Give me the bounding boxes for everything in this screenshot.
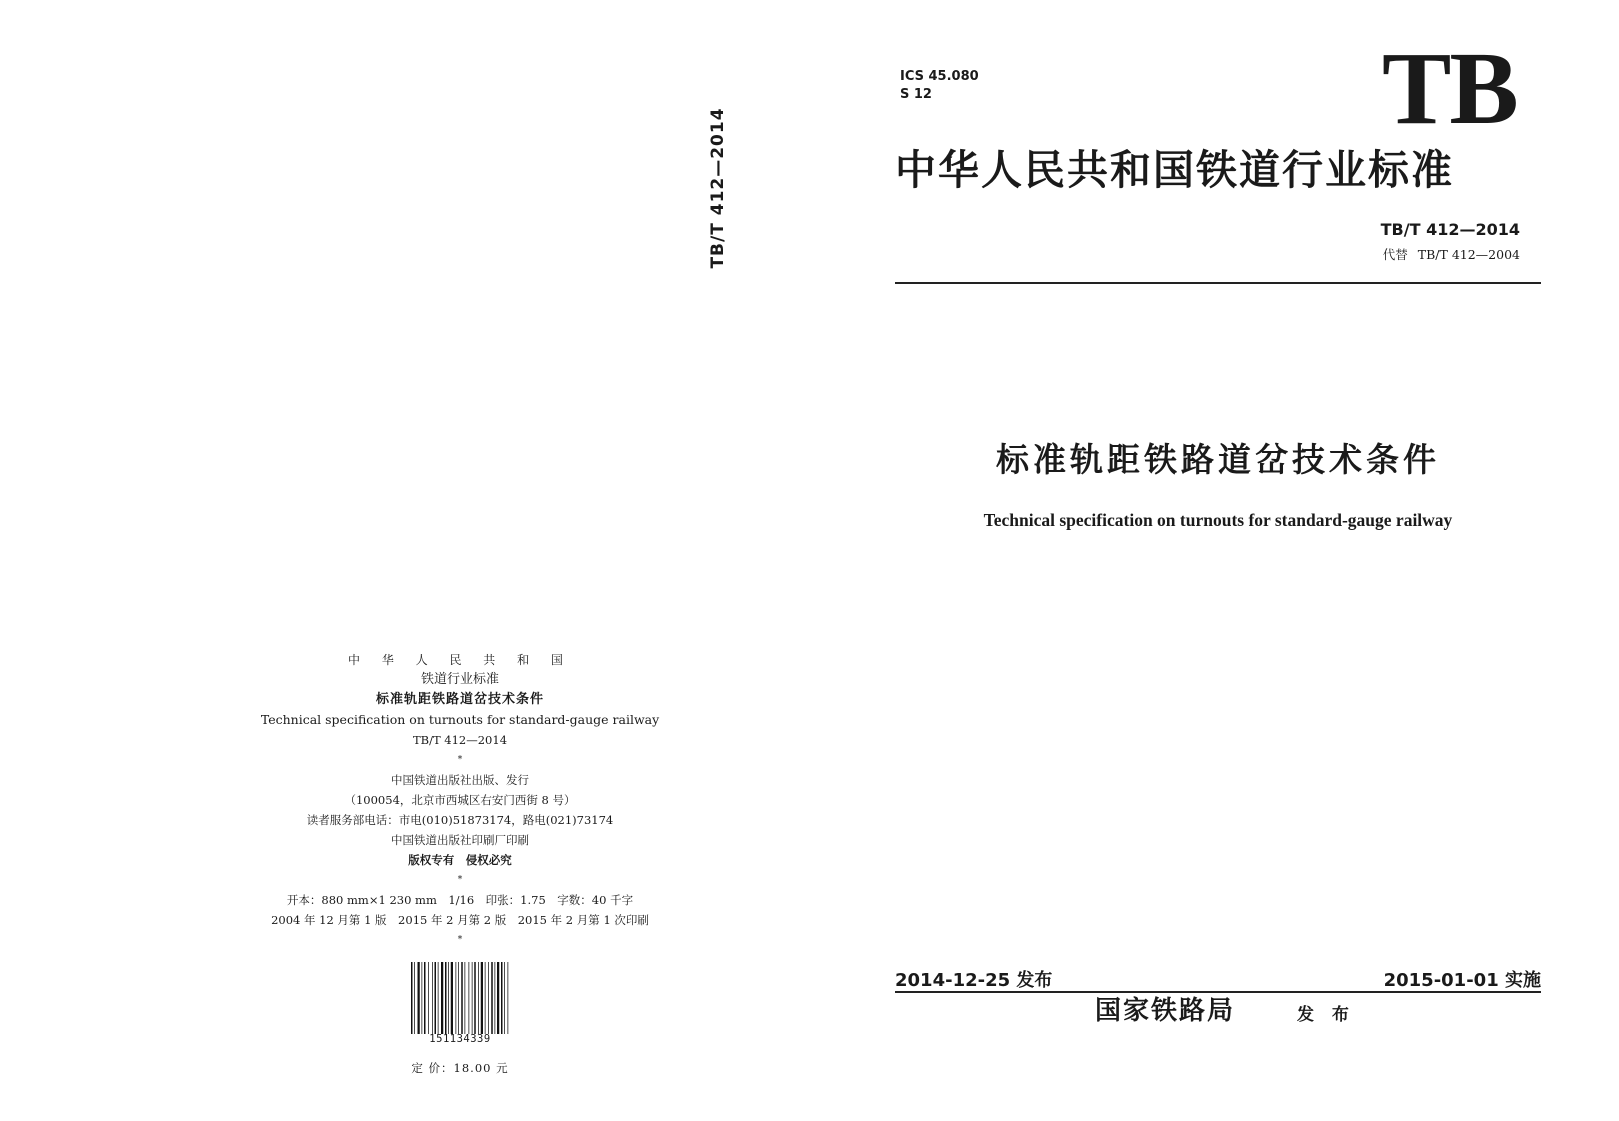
barcode-bar [458,962,459,1034]
barcode-bar [438,962,439,1034]
ccs-code: S 12 [900,87,932,102]
spine-standard-code: TB/T 412—2014 [708,107,728,269]
barcode-bar [418,962,420,1034]
barcode-number: 151134339 [429,1033,491,1045]
barcode-bar [488,962,489,1034]
tb-logo: TB [1382,31,1517,146]
replaces-line [1383,246,1520,264]
barcode-bar [501,962,503,1034]
barcode-bar [485,962,486,1034]
colophon-editions: 2004 年 12 月第 1 版 2015 年 2 月第 2 版 2015 年 2 月第 1 次印刷 [271,913,649,927]
colophon-printer: 中国铁道出版社印刷厂印刷 [391,833,529,847]
issuer: 国家铁路局 [1095,996,1236,1026]
top-rule [895,282,1541,284]
barcode-bar [508,962,509,1034]
barcode-bar [469,962,470,1034]
barcode-bar [456,962,457,1034]
main-title: 中华人民共和国铁道行业标准 [895,146,1454,194]
barcode-icon [410,962,510,1034]
barcode-bar [441,962,443,1034]
barcode-bar [472,962,473,1034]
barcode-bar [432,962,433,1034]
colophon-publisher: 中国铁道出版社出版、发行 [391,773,529,787]
barcode [410,962,510,1045]
colophon-separator: * [457,935,463,945]
barcode-bar [414,962,415,1034]
colophon-address: （100054，北京市西城区右安门西街 8 号） [344,793,576,807]
colophon-country: 中 华 人 民 共 和 国 [348,653,572,667]
barcode-bar [465,962,466,1034]
replaces-label: 代替 [1382,247,1408,262]
colophon-industry-standard: 铁道行业标准 [420,672,499,687]
document-title-cn: 标准轨距铁路道岔技术条件 [996,440,1440,479]
publish-date: 2014-12-25 发布 [895,970,1053,991]
colophon-copyright: 版权专有 侵权必究 [408,853,512,867]
barcode-bar [481,962,483,1034]
barcode-bar [497,962,499,1034]
ics-code: ICS 45.080 [900,69,979,84]
classification-codes [900,68,979,104]
issuer-action: 发 布 [1297,1005,1355,1025]
price: 定 价：18.00 元 [411,1061,509,1075]
barcode-bar [491,962,493,1034]
effective-date: 2015-01-01 实施 [1383,970,1541,991]
colophon-format: 开本：880 mm×1 230 mm 1/16 印张：1.75 字数：40 千字 [286,893,634,907]
barcode-bar [422,962,423,1034]
barcode-bar [495,962,496,1034]
colophon-standard-code: TB/T 412—2014 [412,733,508,747]
colophon-phone: 读者服务部电话：市电(010)51873174，路电(021)73174 [306,813,614,827]
barcode-bar [445,962,447,1034]
barcode-bar [504,962,505,1034]
barcode-bar [411,962,413,1034]
colophon-title-cn: 标准轨距铁路道岔技术条件 [375,692,544,707]
document-title-en: Technical specification on turnouts for standard-gauge railway [983,510,1453,530]
barcode-bar [424,962,426,1034]
spine [703,108,733,268]
barcode-bar [474,962,476,1034]
barcode-bar [448,962,449,1034]
colophon-separator: * [457,875,463,885]
barcode-bar [435,962,437,1034]
colophon-title-en: Technical specification on turnouts for standard-gauge railway [260,712,660,727]
colophon [240,650,680,950]
replaces-value: TB/T 412—2004 [1417,247,1520,262]
barcode-bar [461,962,463,1034]
standard-number: TB/T 412—2014 [1380,220,1520,239]
barcode-bar [428,962,429,1034]
barcode-bar [451,962,453,1034]
colophon-separator: * [457,755,463,765]
barcode-bar [478,962,479,1034]
